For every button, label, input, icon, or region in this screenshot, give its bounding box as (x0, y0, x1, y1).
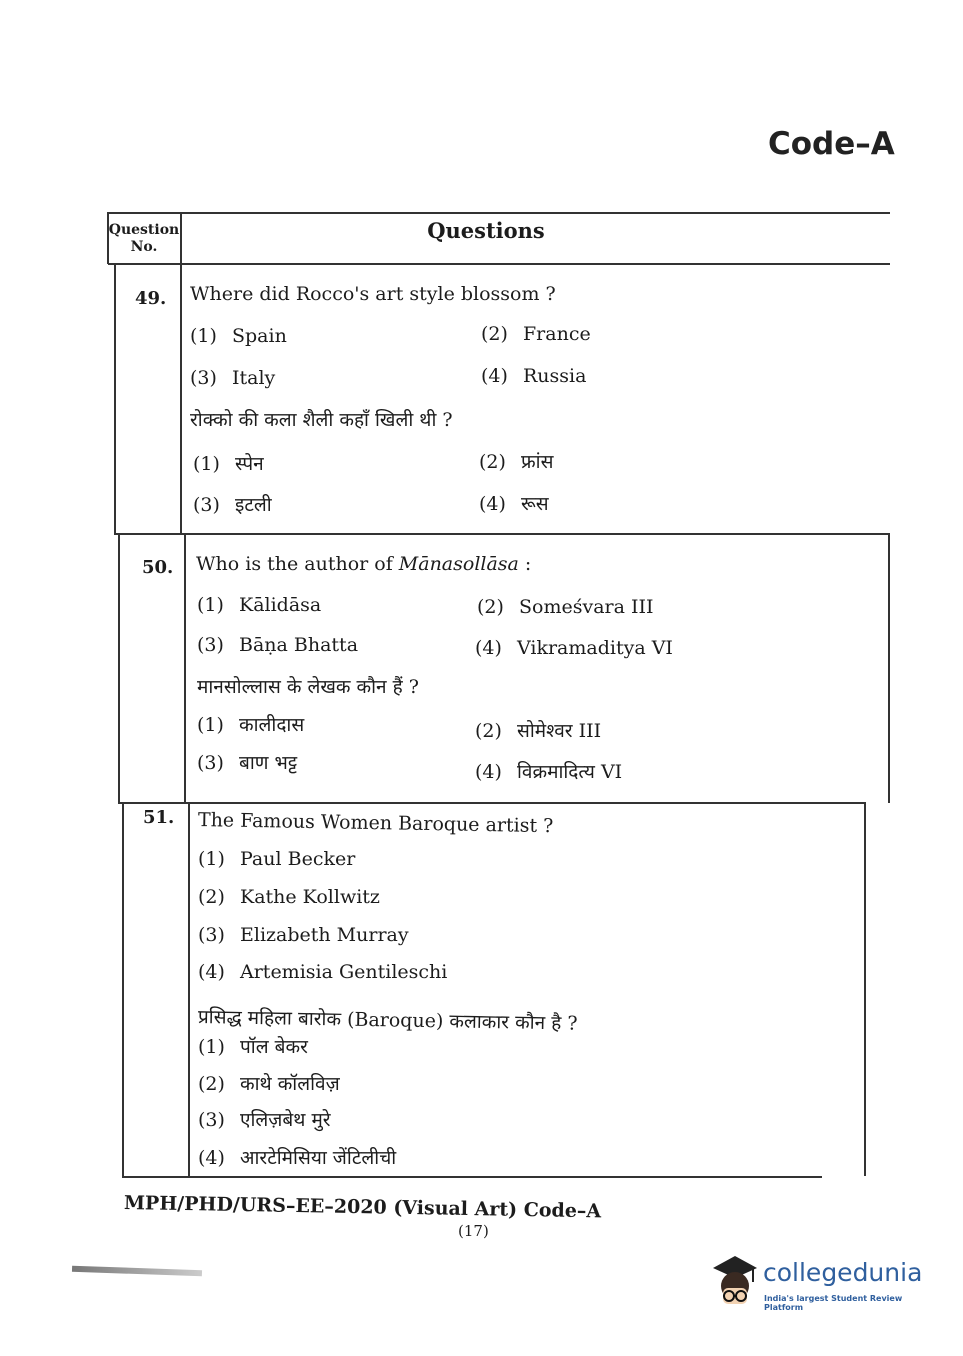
option (190, 325, 287, 347)
option (198, 961, 447, 983)
header-bottom-border (108, 263, 890, 265)
header-questions: Questions (427, 218, 545, 243)
option-number: (2) (475, 720, 502, 742)
row-divider (114, 533, 890, 535)
option (481, 365, 586, 387)
question-text-hindi: प्रसिद्ध महिला बारोक (Baroque) कलाकार कौन है ? (197, 1006, 578, 1035)
option-text: Vikramaditya VI (517, 637, 673, 659)
option (190, 367, 275, 389)
option-text: विक्रमादित्य VI (517, 761, 623, 783)
logo-name: collegedunia (763, 1258, 923, 1287)
table-left-border (114, 263, 116, 533)
option (475, 637, 673, 659)
option-hindi (197, 749, 297, 775)
option-text: बाण भट्ट (239, 752, 298, 774)
option-number: (1) (197, 714, 224, 736)
table-top-border (108, 212, 890, 214)
question-text (196, 553, 531, 575)
option-text: Kālidāsa (239, 594, 322, 616)
footer-exam-code: MPH/PHD/URS–EE–2020 (Visual Art) Code–A (123, 1192, 602, 1223)
question-text: The Famous Women Baroque artist ? (197, 809, 554, 838)
option-text: Kathe Kollwitz (240, 886, 380, 908)
option-text: France (523, 323, 591, 345)
collegedunia-logo (707, 1252, 932, 1316)
option-number: (3) (198, 1109, 225, 1131)
row-divider (118, 802, 866, 804)
question-text-hindi: मानसोल्लास के लेखक कौन हैं ? (197, 676, 419, 698)
option-number: (2) (198, 886, 225, 908)
option-text: स्पेन (235, 453, 264, 475)
logo-tagline: India's largest Student Review Platform (764, 1294, 903, 1312)
option-text: काथे कॉलविज़ (240, 1073, 340, 1095)
option-number: (1) (190, 325, 217, 347)
option-hindi (193, 491, 272, 517)
option-number: (1) (193, 453, 220, 475)
option-text: Paul Becker (240, 848, 356, 870)
option-text: एलिज़बेथ मुरे (240, 1109, 331, 1131)
option-hindi (198, 1144, 396, 1170)
option-text: Elizabeth Murray (240, 924, 409, 946)
header-question-no: Question No. (108, 222, 180, 255)
option-number: (3) (197, 634, 224, 656)
option-hindi (198, 1033, 308, 1059)
column-divider (184, 533, 186, 803)
option (197, 634, 358, 656)
column-divider (180, 212, 182, 533)
option (198, 886, 380, 908)
option-hindi (475, 717, 601, 743)
option-text: Russia (523, 365, 587, 387)
mascot-icon (707, 1252, 763, 1316)
page-number: (17) (458, 1222, 489, 1240)
question-text-hindi: रोक्को की कला शैली कहाँ खिली थी ? (190, 409, 453, 431)
table-left-border (118, 533, 120, 803)
option-text: कालीदास (239, 714, 305, 736)
option-number: (1) (198, 1036, 225, 1058)
option-hindi (479, 490, 549, 516)
table-left-border (122, 802, 124, 1176)
paper-code: Code–A (768, 126, 895, 162)
option-number: (2) (481, 323, 508, 345)
option-hindi (198, 1070, 340, 1096)
option-text: पॉल बेकर (240, 1036, 308, 1058)
option-number: (4) (475, 761, 502, 783)
scan-shadow (72, 1266, 202, 1277)
option-number: (4) (481, 365, 508, 387)
question-number: 49. (135, 288, 167, 309)
option-number: (4) (198, 961, 225, 983)
option-hindi (479, 448, 553, 474)
option (481, 323, 591, 345)
table-bottom-border (122, 1176, 822, 1178)
option-number: (3) (198, 924, 225, 946)
question-text: Where did Rocco's art style blossom ? (190, 283, 556, 305)
option-number: (3) (190, 367, 217, 389)
option-text: सोमेश्वर III (517, 720, 602, 742)
option-number: (4) (479, 493, 506, 515)
option (197, 594, 321, 616)
question-text-suffix: : (518, 553, 532, 575)
table-right-border (888, 533, 890, 803)
option-hindi (475, 758, 622, 784)
table-right-border (864, 802, 866, 1176)
option-text: Artemisia Gentileschi (240, 961, 448, 983)
question-number: 50. (142, 557, 174, 578)
option-number: (4) (198, 1147, 225, 1169)
option (198, 848, 355, 870)
option-text: Bāṇa Bhatta (239, 634, 359, 656)
option-number: (1) (198, 848, 225, 870)
book-title: Mānasollāsa (398, 553, 519, 575)
option-number: (2) (198, 1073, 225, 1095)
option-number: (2) (477, 596, 504, 618)
option-hindi (198, 1106, 331, 1132)
option-text: फ्रांस (521, 451, 554, 473)
option-hindi (193, 450, 264, 476)
option-text: रूस (521, 493, 549, 515)
option-hindi (197, 711, 304, 737)
column-divider (188, 802, 190, 1176)
option-text: आरटेमिसिया जेंटिलीची (240, 1147, 397, 1169)
option-number: (4) (475, 637, 502, 659)
option-number: (1) (197, 594, 224, 616)
question-number: 51. (143, 807, 175, 828)
option-text: Someśvara III (519, 596, 654, 618)
option-text: Italy (232, 367, 276, 389)
option-text: इटली (235, 494, 272, 516)
option-number: (3) (193, 494, 220, 516)
option-text: Spain (232, 325, 287, 347)
option (477, 596, 654, 618)
question-text-prefix: Who is the author of (196, 553, 399, 575)
option (198, 924, 409, 946)
option-number: (2) (479, 451, 506, 473)
option-number: (3) (197, 752, 224, 774)
